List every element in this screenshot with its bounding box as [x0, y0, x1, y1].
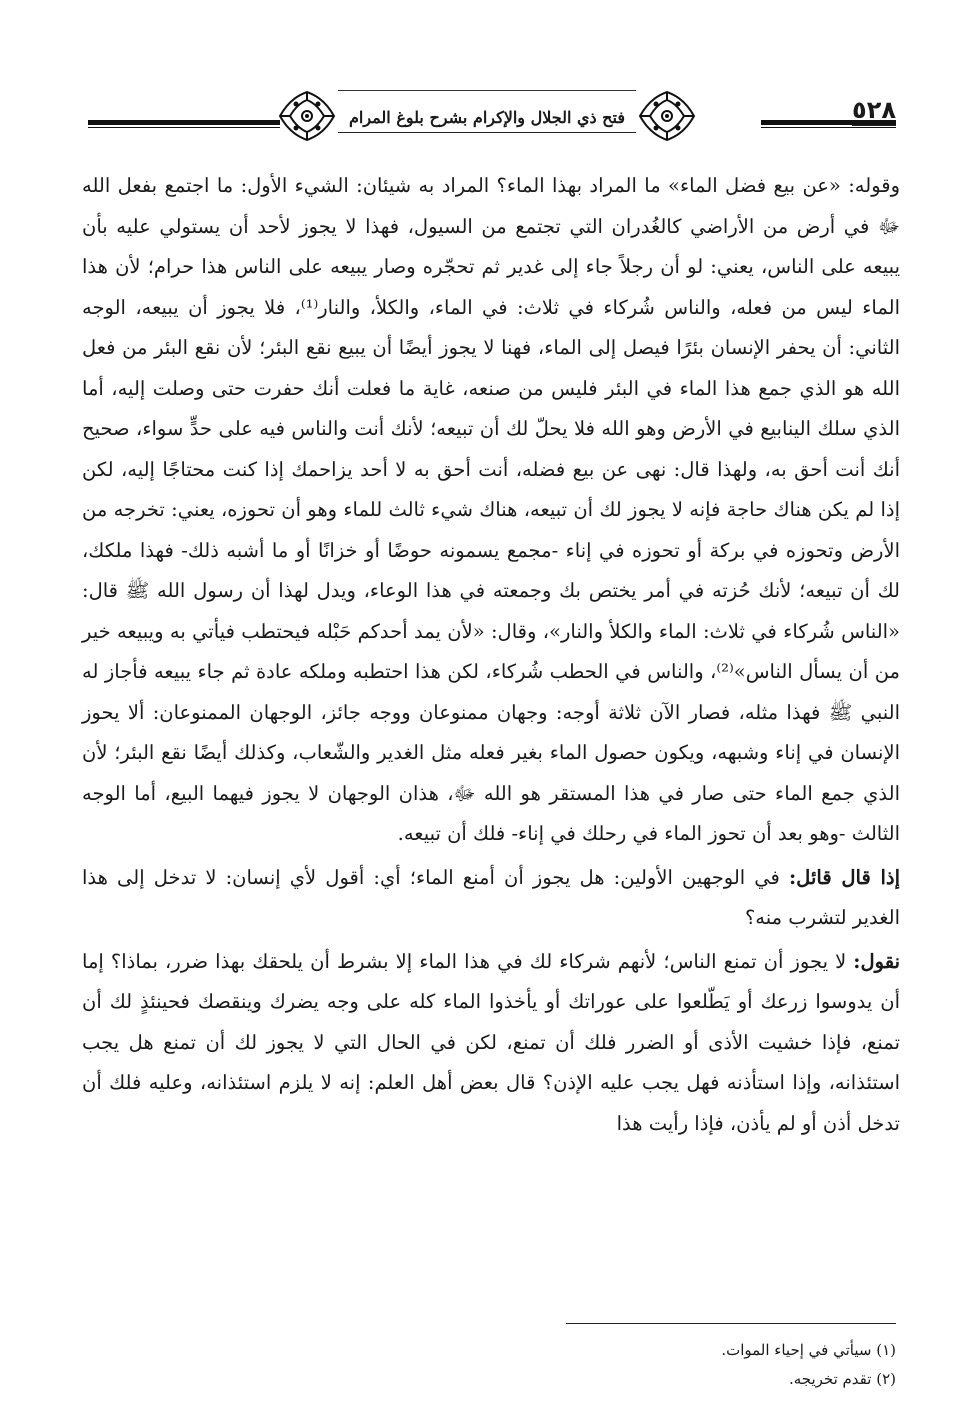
arabesque-ornament-icon: [636, 88, 698, 144]
footnote: (١) سيأتي في إحياء الموات.: [721, 1341, 896, 1359]
paragraph-text: لا يجوز أن تمنع الناس؛ لأنهم شركاء لك في هذا الماء إلا بشرط أن يلحقك بهذا ضرر، بماذا؟ إما أن يدوسوا زرعك أو يَطّلعوا على عوراتك أو يأخذوا الماء كله على وجه يضرك وينقصك فحينئذٍ لك أن تمنع، فإذا خشيت الأذى أو الضرر فلك أن تمنع، لكن في الحال التي لا يجوز لك أن تمنع هل يجب استئذانه، وإذا استأذنه فهل يجب عليه الإذن؟ قال بعض أهل العلم: إنه لا يلزم استئذانه، وعليه فلك أن تدخل أذن أو لم يأذن، فإذا رأيت هذا: [82, 949, 900, 1135]
page-header: [0, 88, 978, 150]
paragraph-lead: نقول:: [853, 949, 900, 973]
footnote: (٢) تقدم تخريجه.: [788, 1370, 896, 1388]
paragraph: [82, 858, 900, 939]
paragraph-lead: إذا قال قائل:: [788, 865, 900, 889]
header-rule-right: [761, 120, 896, 130]
paragraph-text: وقوله: «عن بيع فضل الماء» ما المراد بهذا الماء؟ المراد به شيئان: الشيء الأول: ما اجتمع بفعل الله ﷻ في أرض من الأراضي كالغُدران التي تجتمع من السيول، فهذا لا يجوز لأحد أن يستولي عليه بأن يبيعه على الناس، يعني: لو أن رجلاً جاء إلى غدير ثم تحجّره وصار يبيعه على الناس هذا حرام؛ لأن هذا الماء ليس من فعله، والناس شُركاء في ثلاث: في الماء، والكلأ، والنار⁽¹⁾، فلا يجوز أن يبيعه، الوجه الثاني: أن يحفر الإنسان بئرًا فيصل إلى الماء، فهنا لا يجوز أيضًا أن يبيع نقع البئر؛ لأن نقع البئر من فعل الله هو الذي جمع هذا الماء في البئر فليس من صنعه، غاية ما فعلت أنك حفرت حتى وصلت إليه، أما الذي سلك الينابيع في الأرض وهو الله فلا يحلّ لك أن تبيعه؛ لأنك أنت والناس فيه على حدٍّ سواء، صحيح أنك أنت أحق به، ولهذا قال: نهى عن بيع فضله، أنت أحق به لا أحد يزاحمك إذا كنت محتاجًا إليه، لكن إذا لم يكن هناك حاجة فإنه لا يجوز لك أن تبيعه، هناك شيء ثالث للماء وهو أن تحوزه، يعني: تخرجه من الأرض وتحوزه في بركة أو تحوزه في إناء -مجمع يسمونه حوضًا أو خزانًا أو ما أشبه ذلك- فهذا ملكك، لك أن تبيعه؛ لأنك حُزته في أمر يختص بك وجمعته في هذا الوعاء، ويدل لهذا أن رسول الله ﷺ قال: «الناس شُركاء في ثلاث: الماء والكلأ والنار»، وقال: «لأن يمد أحدكم حَبْله فيحتطب فيأتي به ويبيعه خير من أن يسأل الناس»⁽²⁾، والناس في الحطب شُركاء، لكن هذا احتطبه وملكه عادة ثم جاء يبيعه فأجاز له النبي ﷺ فهذا مثله، فصار الآن ثلاثة أوجه: وجهان ممنوعان ووجه جائز، الوجهان الممنوعان: ألا يحوز الإنسان في إناء وشبهه، ويكون حصول الماء بغير فعله مثل الغدير والشّعاب، وكذلك أيضًا نقع البئر؛ لأن الذي جمع الماء حتى صار في هذا المستقر هو الله ﷻ، هذان الوجهان لا يجوز فيهما البيع، أما الوجه الثالث -وهو بعد أن تحوز الماء في رحلك في إناء- فلك أن تبيعه.: [82, 174, 901, 845]
body-text: [82, 166, 900, 1144]
footnotes: [296, 1336, 896, 1394]
page-number: ٥٢٨: [852, 96, 896, 124]
book-title: فتح ذي الجلال والإكرام بشرح بلوغ المرام: [338, 108, 636, 127]
paragraph: [82, 942, 900, 1145]
arabesque-ornament-icon: [276, 88, 338, 144]
footnote-separator: [566, 1323, 896, 1324]
paragraph-text: في الوجهين الأولين: هل يجوز أن أمنع الماء؛ أي: أقول لأي إنسان: لا تدخل إلى هذا الغدير لتشرب منه؟: [82, 865, 900, 929]
header-rule-left: [88, 120, 280, 130]
paragraph: [82, 166, 900, 855]
